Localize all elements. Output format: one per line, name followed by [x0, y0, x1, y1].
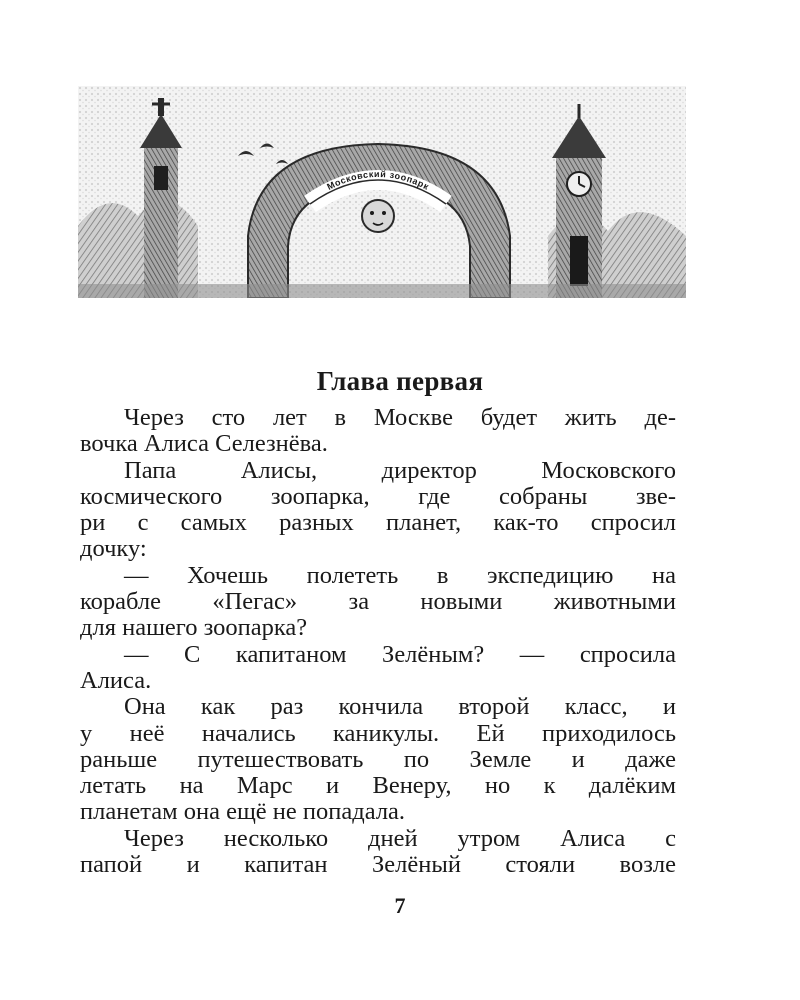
zoo-gate-illustration	[78, 86, 686, 298]
text-line: Через сто лет в Москве будет жить де-	[124, 405, 676, 431]
zoo-sign-text: Московский зоопарк	[325, 168, 431, 192]
body-text	[80, 405, 676, 878]
text-line: раньше путешествовать по Земле и даже	[80, 746, 676, 773]
text-line: космического зоопарка, где собраны зве-	[80, 483, 676, 510]
text-line: — Хочешь полететь в экспедицию на	[124, 562, 676, 589]
text-line: дочку:	[80, 536, 147, 563]
text-line: корабле «Пегас» за новыми животными	[80, 589, 676, 616]
text-line: вочка Алиса Селезнёва.	[80, 431, 328, 458]
text-line: летать на Марс и Венеру, но к далёким	[80, 773, 676, 800]
text-line: Она как раз кончила второй класс, и	[124, 694, 676, 721]
chapter-title: Глава первая	[316, 366, 484, 396]
text-line: для нашего зоопарка?	[80, 615, 308, 642]
text-line: — С капитаном Зелёным? — спросила	[124, 641, 676, 668]
text-line: Через несколько дней утром Алиса с	[124, 825, 676, 852]
text-line: ри с самых разных планет, как-то спросил	[80, 510, 676, 537]
text-line: Папа Алисы, директор Московского	[124, 457, 676, 484]
svg-text:Московский зоопарк	[325, 169, 431, 192]
page-number: 7	[394, 893, 406, 918]
text-line: папой и капитан Зелёный стояли возле	[80, 852, 676, 879]
text-line: планетам она ещё не попадала.	[80, 799, 406, 826]
text-line: Алиса.	[80, 667, 152, 694]
text-line: у неё начались каникулы. Ей приходилось	[80, 720, 676, 747]
